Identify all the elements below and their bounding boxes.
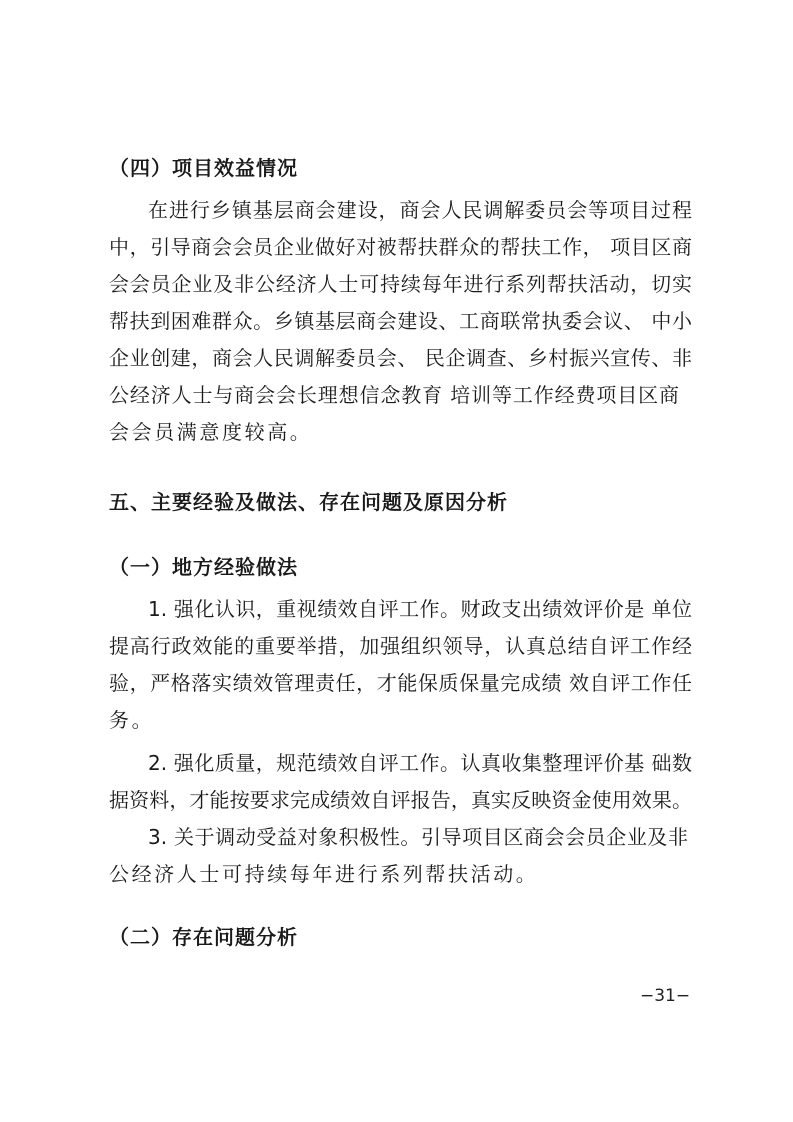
item-1-line: 1. 强化认识，重视绩效自评工作。财政支出绩效评价是 单位 [148, 597, 692, 621]
item-1-line: 务。 [109, 708, 155, 732]
paragraph-line: 企业创建，商会人民调解委员会、 民企调查、乡村振兴宣传、非 [109, 346, 692, 370]
item-3-line: 3. 关于调动受益对象积极性。引导项目区商会会员企业及非 [148, 825, 688, 849]
paragraph-line: 会会员企业及非公经济人士可持续每年进行系列帮扶活动，切实 [109, 272, 692, 296]
paragraph-line: 在进行乡镇基层商会建设，商会人民调解委员会等项目过程 [148, 198, 692, 222]
item-2-line: 2. 强化质量，规范绩效自评工作。认真收集整理评价基 础数 [148, 751, 692, 775]
chapter-5-heading: 五、主要经验及做法、存在问题及原因分析 [109, 490, 508, 514]
item-3-line: 公经济人士可持续每年进行系列帮扶活动。 [109, 862, 539, 886]
paragraph-line: 帮扶到困难群众。乡镇基层商会建设、工商联常执委会议、 中小 [109, 309, 692, 333]
item-2-line: 据资料，才能按要求完成绩效自评报告，真实反映资金使用效果。 [109, 788, 692, 812]
subsection-1-heading: （一）地方经验做法 [109, 555, 298, 579]
subsection-2-heading: （二）存在问题分析 [109, 925, 298, 949]
page-number: −31− [640, 986, 691, 1006]
item-1-line: 验，严格落实绩效管理责任，才能保质保量完成绩 效自评工作任 [109, 671, 692, 695]
paragraph-line: 公经济人士与商会会长理想信念教育 培训等工作经费项目区商 [109, 383, 679, 407]
paragraph-line: 中，引导商会会员企业做好对被帮扶群众的帮扶工作， 项目区商 [109, 235, 692, 259]
section-4-heading: （四）项目效益情况 [109, 156, 298, 180]
paragraph-line: 会会员满意度较高。 [109, 420, 313, 444]
item-1-line: 提高行政效能的重要举措，加强组织领导，认真总结自评工作经 [109, 634, 692, 658]
